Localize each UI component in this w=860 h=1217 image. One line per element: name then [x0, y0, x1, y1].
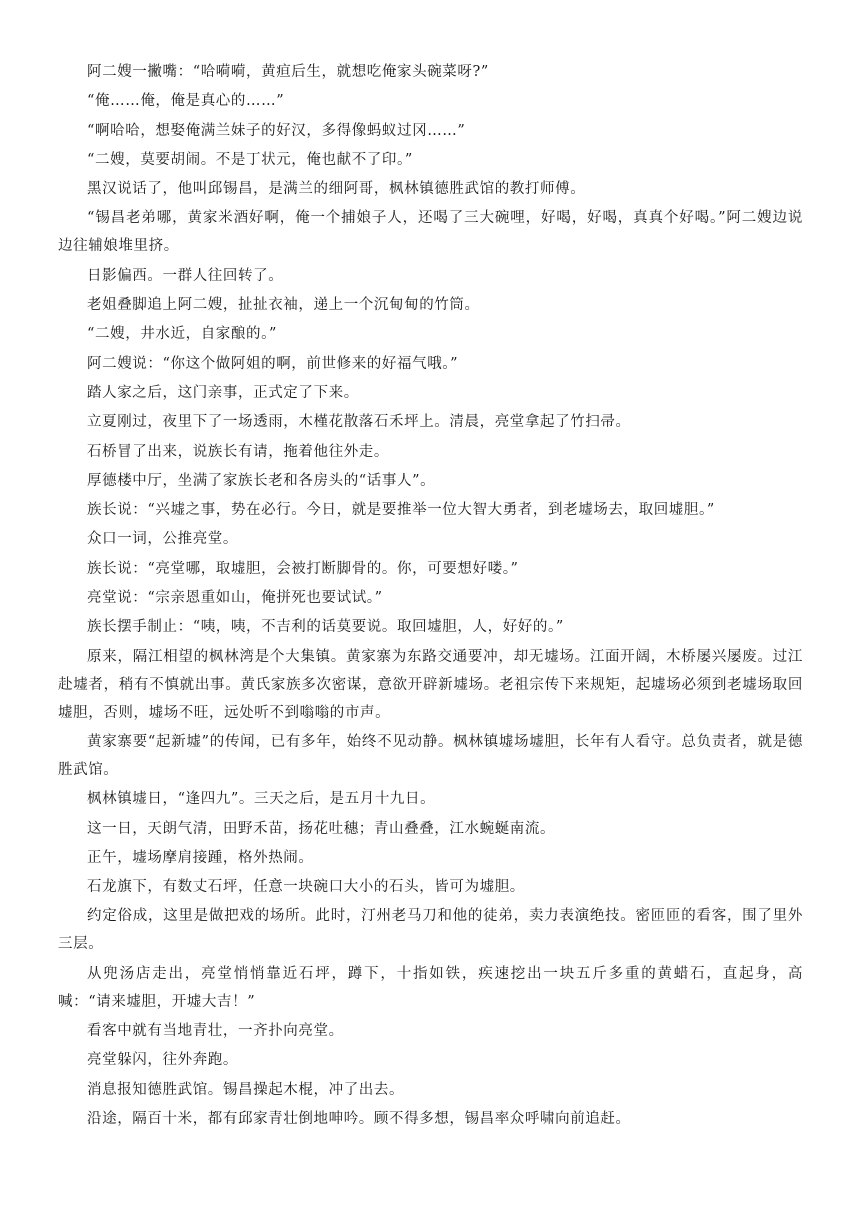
- paragraph: 看客中就有当地青壮，一齐扑向亮堂。: [87, 1023, 344, 1040]
- paragraph: 石桥冒了出来，说族长有请，拖着他往外走。: [87, 443, 389, 460]
- paragraph: 这一日，天朗气清，田野禾苗，扬花吐穗；青山叠叠，江水蜿蜒南流。: [87, 820, 556, 837]
- paragraph: 亮堂说：“宗亲恩重如山，俺拼死也要试试。”: [87, 590, 383, 607]
- paragraph: 踏人家之后，这门亲事，正式定了下来。: [87, 384, 359, 401]
- paragraph: 消息报知德胜武馆。锡昌操起木棍，冲了出去。: [87, 1081, 405, 1098]
- paragraph: 族长说：“亮堂哪，取墟胆，会被打断脚骨的。你，可要想好喽。”: [87, 560, 519, 577]
- paragraph: 族长摆手制止：“咦，咦，不吉利的话莫要说。取回墟胆，人，好好的。”: [87, 619, 564, 636]
- paragraph: 枫林镇墟日，“逢四九”。三天之后，是五月十九日。: [87, 791, 436, 808]
- paragraph: 约定俗成，这里是做把戏的场所。此时，汀州老马刀和他的徒弟，卖力表演绝技。密匝匝的看客，围了里外三层。: [58, 908, 803, 953]
- paragraph: 日影偏西。一群人往回转了。: [87, 267, 284, 284]
- paragraph: “俺……俺，俺是真心的……”: [87, 93, 285, 110]
- paragraph: 石龙旗下，有数丈石坪，任意一块碗口大小的石头，皆可为墟胆。: [87, 879, 525, 896]
- paragraph: 阿二嫂说：“你这个做阿姐的啊，前世修来的好福气哦。”: [87, 355, 459, 372]
- paragraph: “锡昌老弟哪，黄家米酒好啊，俺一个捕娘子人，还喝了三大碗哩，好喝，好喝，真真个好喝。”阿二嫂边说边往辅娘堆里挤。: [58, 210, 803, 255]
- paragraph: 原来，隔江相望的枫林湾是个大集镇。黄家寨为东路交通要冲，却无墟场。江面开阔，木桥屡兴屡废。过江赴墟者，稍有不慎就出事。黄氏家族多次密谋，意欲开辟新墟场。老祖宗传下来规矩，起墟场必须到老墟场取回墟胆，否则，墟场不旺，远处听不到嗡嗡的市声。: [58, 648, 803, 721]
- paragraph: 黄家寨要“起新墟”的传闻，已有多年，始终不见动静。枫林镇墟场墟胆，长年有人看守。总负责者，就是德胜武馆。: [58, 733, 803, 778]
- paragraph: 族长说：“兴墟之事，势在必行。今日，就是要推举一位大智大勇者，到老墟场去，取回墟胆。”: [87, 502, 715, 519]
- paragraph: 阿二嫂一撇嘴：“哈嗬嗬，黄疸后生，就想吃俺家头碗菜呀?”: [87, 64, 489, 80]
- paragraph: 亮堂躲闪，往外奔跑。: [87, 1052, 238, 1069]
- paragraph: “啊哈哈，想娶俺满兰妹子的好汉，多得像蚂蚁过冈……”: [87, 122, 466, 139]
- document-body: [58, 58, 803, 1134]
- paragraph: 老姐叠脚追上阿二嫂，扯扯衣袖，递上一个沉甸甸的竹筒。: [87, 297, 480, 314]
- paragraph: 黑汉说话了，他叫邱锡昌，是满兰的细阿哥，枫林镇德胜武馆的教打师傅。: [87, 181, 586, 198]
- paragraph: “二嫂，井水近，自家酿的。”: [87, 326, 277, 343]
- paragraph: 众口一词，公推亮堂。: [87, 531, 238, 548]
- paragraph: 立夏刚过，夜里下了一场透雨，木槿花散落石禾坪上。清晨，亮堂拿起了竹扫帚。: [87, 414, 631, 431]
- paragraph: 厚德楼中厅，坐满了家族长老和各房头的“话事人”。: [87, 472, 436, 489]
- paragraph: 正午，墟场摩肩接踵，格外热闹。: [87, 849, 314, 866]
- paragraph: 沿途，隔百十米，都有邱家青壮倒地呻吟。顾不得多想，锡昌率众呼啸向前追赶。: [87, 1110, 631, 1127]
- paragraph: 从兜汤店走出，亮堂悄悄靠近石坪，蹲下，十指如铁，疾速挖出一块五斤多重的黄蜡石，直起身，高喊：“请来墟胆，开墟大吉！”: [58, 965, 803, 1010]
- paragraph: “二嫂，莫要胡闹。不是丁状元，俺也献不了印。”: [87, 151, 413, 168]
